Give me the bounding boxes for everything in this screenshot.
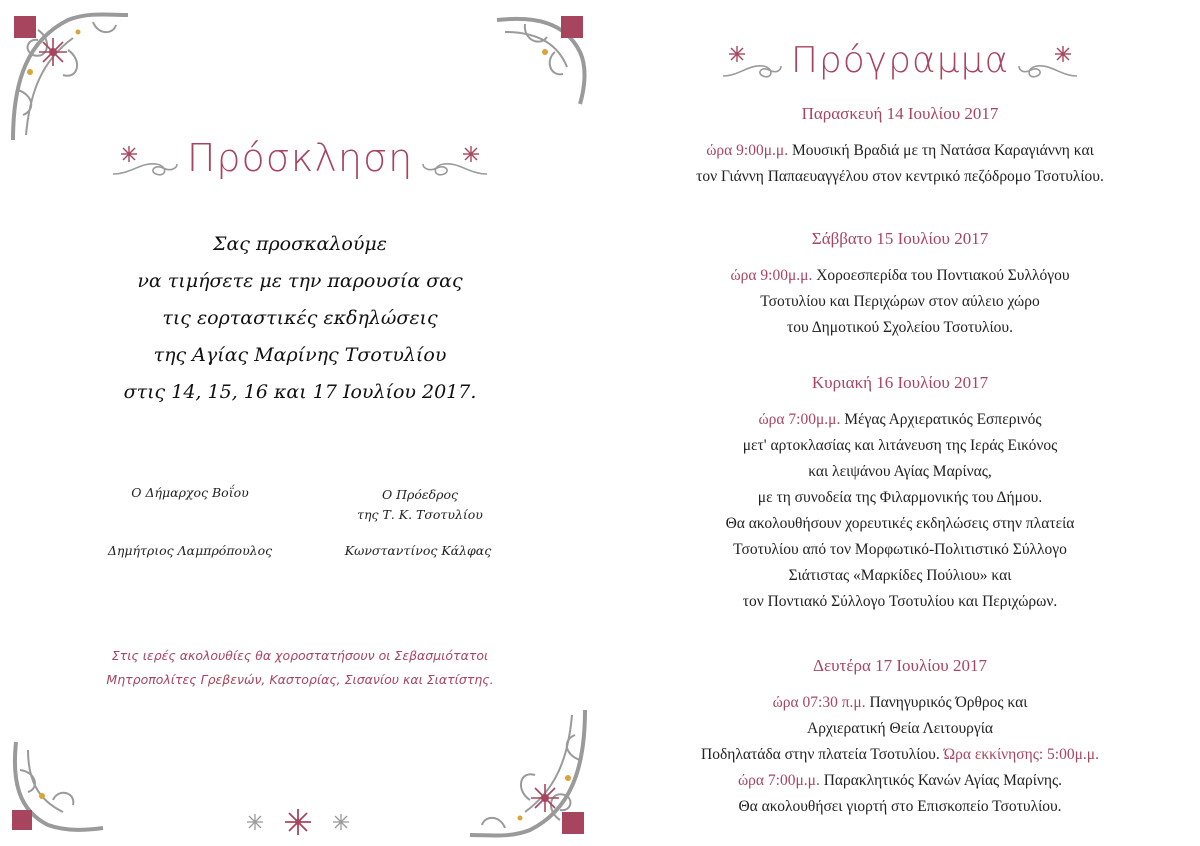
event-time: ώρα 07:30 π.μ.	[772, 694, 866, 711]
note-line: Μητροπολίτες Γρεβενών, Καστορίας, Σισανίου και Σιατίστης.	[106, 672, 494, 687]
event-line	[600, 138, 1200, 164]
day-heading: Δευτέρα 17 Ιουλίου 2017	[813, 656, 987, 675]
flourish-right-icon	[1017, 40, 1079, 80]
event-line	[600, 407, 1200, 433]
president-title-line: της Τ. Κ. Τσοτυλίου	[357, 507, 483, 522]
invitation-title-row	[0, 128, 600, 188]
program-page	[600, 0, 1200, 846]
day-section-saturday	[600, 229, 1200, 341]
day-section-monday	[600, 656, 1200, 820]
event-line: Θα ακολουθήσει γιορτή στο Επισκοπείο Τσοτυλίου.	[738, 798, 1062, 815]
event-line	[600, 742, 1200, 768]
event-line: μετ' αρτοκλασίας και λιτάνευση της Ιεράς Εικόνος	[742, 437, 1058, 454]
event-line	[600, 768, 1200, 794]
event-line: Θα ακολουθήσουν χορευτικές εκδηλώσεις στην πλατεία	[725, 515, 1075, 532]
president-title	[320, 485, 520, 525]
event-time: ώρα 9:00μ.μ.	[730, 267, 813, 284]
corner-ornament-top-right	[495, 12, 590, 107]
event-text: Ποδηλατάδα στην πλατεία Τσοτυλίου.	[701, 746, 944, 763]
event-time: ώρα 7:00μ.μ.	[758, 411, 841, 428]
president-title-line: Ο Πρόεδρος	[381, 487, 459, 502]
day-heading: Σάββατο 15 Ιουλίου 2017	[811, 229, 989, 248]
invite-line: τις εορταστικές εκδηλώσεις	[162, 307, 438, 329]
event-text: Παρακλητικός Κανών Αγίας Μαρίνης.	[819, 772, 1063, 789]
event-time: ώρα 9:00μ.μ.	[706, 142, 789, 159]
event-line: Τσοτυλίου από τον Μορφωτικό-Πολιτιστικό Σύλλογο	[733, 541, 1067, 558]
start-time: Ώρα εκκίνησης: 5:00μ.μ.	[943, 746, 1099, 763]
invite-line: στις 14, 15, 16 και 17 Ιουλίου 2017.	[123, 381, 477, 403]
note-line: Στις ιερές ακολουθίες θα χοροστατήσουν οι Σεβασμιότατοι	[111, 648, 489, 663]
president-name: Κωνσταντίνος Κάλφας	[344, 543, 492, 558]
flourish-right-icon	[421, 138, 489, 178]
day-section-sunday	[600, 373, 1200, 615]
event-line: και λειψάνου Αγίας Μαρίνας,	[808, 463, 992, 480]
event-line: τον Ποντιακό Σύλλογο Τσοτυλίου και Περιχώρων.	[742, 593, 1058, 610]
event-line	[600, 690, 1200, 716]
event-text: Πανηγυρικός Όρθρος και	[865, 694, 1028, 711]
invite-line: να τιμήσετε με την παρουσία σας	[137, 270, 463, 292]
program-title-row	[600, 30, 1200, 90]
event-line: τον Γιάννη Παπαευαγγέλου στον κεντρικό πεζόδρομο Τσοτυλίου.	[696, 168, 1104, 185]
event-line: με τη συνοδεία της Φιλαρμονικής του Δήμου.	[757, 489, 1043, 506]
event-time: ώρα 7:00μ.μ.	[737, 772, 820, 789]
invitation-title: Πρόσκληση	[186, 136, 414, 180]
day-heading: Παρασκευή 14 Ιουλίου 2017	[801, 104, 999, 123]
event-line: Σιάτιστας «Μαρκίδες Πούλιου» και	[788, 567, 1012, 584]
invitation-text	[0, 226, 600, 411]
program-title: Πρόγραμμα	[790, 39, 1010, 81]
event-text: Μουσική Βραδιά με τη Νατάσα Καραγιάννη και	[788, 142, 1094, 159]
invite-line: της Αγίας Μαρίνης Τσοτυλίου	[153, 344, 447, 366]
invite-line: Σας προσκαλούμε	[213, 233, 387, 255]
event-line: Τσοτυλίου και Περιχώρων στον αύλειο χώρο	[760, 293, 1040, 310]
snowflake-row-icon	[240, 806, 360, 838]
day-section-friday	[600, 104, 1200, 190]
corner-ornament-bottom-right	[455, 705, 590, 840]
mayor-title: Ο Δήμαρχος Βοΐου	[131, 485, 249, 500]
event-line: του Δημοτικού Σχολείου Τσοτυλίου.	[787, 319, 1013, 336]
event-line: Αρχιερατική Θεία Λειτουργία	[807, 720, 993, 737]
event-text: Μέγας Αρχιερατικός Εσπερινός	[840, 411, 1042, 428]
corner-ornament-top-left	[8, 10, 143, 145]
event-line	[600, 263, 1200, 289]
day-heading: Κυριακή 16 Ιουλίου 2017	[811, 373, 989, 392]
flourish-left-icon	[721, 40, 783, 80]
flourish-left-icon	[111, 138, 179, 178]
corner-ornament-bottom-left	[8, 740, 108, 835]
event-text: Χοροεσπερίδα του Ποντιακού Συλλόγου	[812, 267, 1070, 284]
clergy-note	[0, 644, 600, 692]
mayor-name: Δημήτριος Λαμπρόπουλος	[107, 543, 273, 558]
